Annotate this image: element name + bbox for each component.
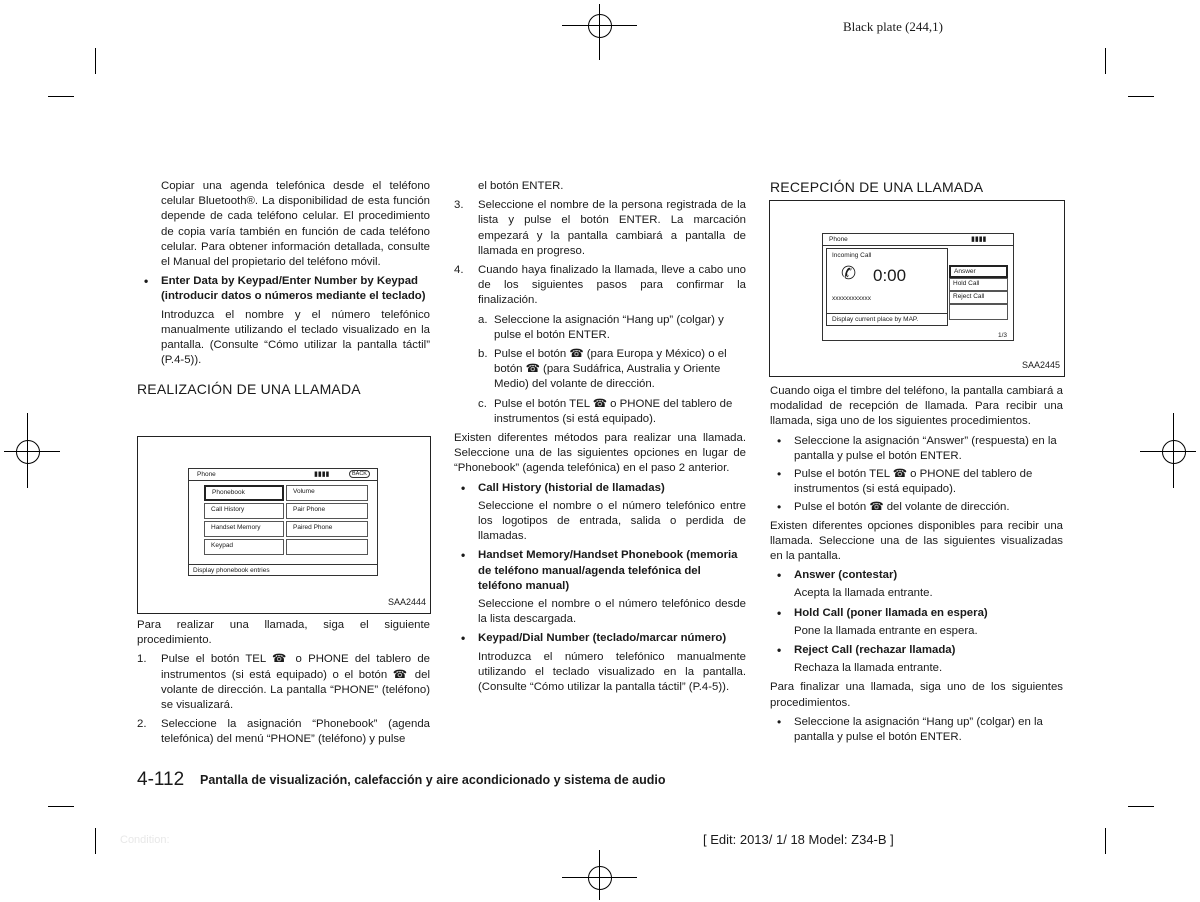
sub-step — [454, 313, 746, 343]
back-button[interactable]: BACK — [349, 470, 370, 478]
incoming-label: Incoming Call — [832, 252, 872, 259]
crop-mark — [48, 96, 74, 97]
section-heading: RECEPCIÓN DE UNA LLAMADA — [770, 179, 984, 195]
sub-step-letter: b. — [478, 348, 488, 361]
sub-step — [454, 397, 746, 427]
continued-text: el botón ENTER. — [478, 180, 564, 192]
screen-title-bar — [823, 234, 1013, 246]
footer-title: Pantalla de visualización, calefacción y aire acondicionado y sistema de audio — [200, 773, 666, 787]
incoming-call-screen — [822, 233, 1014, 341]
option-title: • Handset Memory/Handset Phonebook (memoria de teléfono manual/agenda telefónica del teléfono manual) — [454, 548, 746, 594]
option-text: Rechaza la llamada entrante. — [794, 662, 943, 675]
bullet-item: • Pulse el botón TEL ☎ o PHONE del tablero de instrumentos (si está equipado). — [770, 467, 1063, 497]
intro-paragraph: Para realizar una llamada, siga el siguiente procedimiento. — [137, 619, 430, 647]
condition-label: Condition: — [120, 834, 170, 846]
option-text: Introduzca el número telefónico manualmente utilizando el teclado visualizado en la pantalla. (Consulte “Cómo utilizar la pantalla táctil” (P.4-5)). — [478, 650, 746, 694]
option-text: Acepta la llamada entrante. — [794, 587, 933, 600]
registration-mark — [562, 877, 637, 878]
signal-icon: ▮▮▮▮ — [971, 236, 987, 243]
option-text: Pone la llamada entrante en espera. — [794, 624, 978, 637]
crop-mark — [95, 48, 96, 74]
registration-mark — [1140, 451, 1196, 452]
figure-code: SAA2444 — [387, 597, 426, 607]
page-indicator: 1/3 — [997, 332, 1007, 339]
step-item — [454, 198, 746, 259]
sub-step-letter: a. — [478, 313, 488, 326]
column-left — [137, 179, 430, 398]
step-number: 3. — [454, 199, 464, 212]
bullet-item: • Pulse el botón ☎ del volante de dirección. — [770, 500, 1063, 515]
menu-button[interactable]: Paired Phone — [286, 521, 368, 537]
page-number: 4-112 — [137, 769, 185, 790]
menu-button[interactable]: Volume — [286, 485, 368, 501]
phone-icon: ✆ — [841, 263, 857, 283]
registration-mark — [599, 4, 600, 60]
step-item — [137, 652, 430, 713]
paragraph: Cuando oiga el timbre del teléfono, la pantalla cambiará a modalidad de recepción de llamada. Para recibir una llamada, siga uno de los siguientes procedimientos. — [770, 385, 1063, 428]
step-text: Seleccione el nombre de la persona registrada de la lista y pulse el botón ENTER. La marcación empezará y la pantalla cambiará a pantalla de llamada en progreso. — [478, 199, 746, 257]
registration-mark — [1162, 440, 1186, 464]
registration-mark — [16, 440, 40, 464]
caller-number: xxxxxxxxxxxx — [832, 295, 871, 302]
sub-step-text: Seleccione la asignación “Hang up” (colgar) y pulse el botón ENTER. — [494, 313, 724, 341]
option-title: • Hold Call (poner llamada en espera) — [770, 606, 1063, 621]
option-text: Seleccione el nombre o el número telefónico desde la lista descargada. — [478, 598, 746, 626]
option-text: Seleccione el nombre o el número telefónico entre los logotipos de entrada, salida o perdida de llamadas. — [478, 499, 746, 543]
call-timer: 0:00 — [873, 266, 907, 285]
step-item — [454, 263, 746, 309]
crop-mark — [1128, 806, 1154, 807]
bullet-text: Introduzca el nombre y el número telefónico manualmente utilizando el teclado visualizado en la pantalla. (Consulte “Cómo utilizar la pantalla táctil” (P.4-5)). — [161, 308, 430, 367]
crop-mark — [1105, 828, 1106, 854]
bullet-item: • Seleccione la asignación “Answer” (respuesta) en la pantalla y pulse el botón ENTER. — [770, 434, 1063, 464]
registration-mark — [599, 850, 600, 900]
menu-button[interactable]: Keypad — [204, 539, 284, 555]
step-number: 1. — [137, 653, 147, 666]
paragraph: Existen diferentes métodos para realizar una llamada. Seleccione una de las siguientes opciones en lugar de “Phonebook” (agenda telefónica) en el paso 2 anterior. — [454, 432, 746, 475]
registration-mark — [4, 451, 60, 452]
section-heading: REALIZACIÓN DE UNA LLAMADA — [137, 381, 361, 398]
sub-step-letter: c. — [478, 397, 487, 410]
step-number: 4. — [454, 264, 464, 277]
phone-menu-screen — [188, 468, 378, 576]
registration-mark — [588, 866, 612, 890]
screen-title: Phone — [197, 471, 216, 478]
menu-button[interactable]: Phonebook — [204, 485, 284, 501]
option-title: • Reject Call (rechazar llamada) — [770, 643, 1063, 658]
figure-phone-menu — [137, 436, 431, 614]
step-text: Cuando haya finalizado la llamada, lleve a cabo uno de los siguientes pasos para confirmar la finalización. — [478, 264, 746, 307]
signal-icon: ▮▮▮▮ — [314, 471, 330, 478]
plate-label: Black plate (244,1) — [843, 19, 943, 34]
column-middle — [454, 179, 746, 699]
menu-button[interactable]: Pair Phone — [286, 503, 368, 519]
sub-step — [454, 347, 746, 393]
step-text: Pulse el botón TEL ☎ o PHONE del tablero de instrumentos (si está equipado) o el botón ☎ del volante de dirección. La pantalla “PHONE” (teléfono) se visualizará. — [161, 653, 430, 712]
edit-info: [ Edit: 2013/ 1/ 18 Model: Z34-B ] — [703, 832, 894, 847]
option-title: • Call History (historial de llamadas) — [454, 481, 746, 496]
sub-step-text: Pulse el botón TEL ☎ o PHONE del tablero de instrumentos (si está equipado). — [494, 397, 733, 425]
screen-status: Display current place by MAP. — [827, 313, 947, 325]
option-title: • Answer (contestar) — [770, 568, 1063, 583]
crop-mark — [48, 806, 74, 807]
registration-mark — [562, 25, 637, 26]
intro-paragraph: Copiar una agenda telefónica desde el teléfono celular Bluetooth®. La disponibilidad de esta función depende de cada teléfono celular. El procedimiento de copia varía también en función de cada teléfono celular. Para obtener información detallada, consulte el Manual del propietario del teléfono móvil. — [161, 180, 430, 269]
option-title: • Keypad/Dial Number (teclado/marcar número) — [454, 631, 746, 646]
menu-button[interactable]: Handset Memory — [204, 521, 284, 537]
hold-call-button[interactable]: Hold Call — [949, 278, 1008, 291]
step-item — [137, 717, 430, 747]
screen-title: Phone — [829, 236, 848, 243]
empty-option — [949, 304, 1008, 320]
column-left-lower — [137, 618, 430, 752]
paragraph: Existen diferentes opciones disponibles para recibir una llamada. Seleccione una de las siguientes visualizadas en la pantalla. — [770, 519, 1063, 563]
crop-mark — [95, 828, 96, 854]
bullet-title: • Enter Data by Keypad/Enter Number by Keypad (introducir datos o números mediante el teclado) — [137, 274, 430, 304]
crop-mark — [1105, 48, 1106, 74]
call-panel — [826, 248, 948, 326]
menu-button — [286, 539, 368, 555]
menu-button[interactable]: Call History — [204, 503, 284, 519]
answer-button[interactable]: Answer — [949, 265, 1008, 278]
registration-mark — [588, 14, 612, 38]
step-number: 2. — [137, 718, 147, 731]
crop-mark — [1128, 96, 1154, 97]
figure-code: SAA2445 — [1021, 360, 1060, 370]
figure-incoming-call — [769, 200, 1065, 377]
column-right — [770, 384, 1063, 748]
screen-status: Display phonebook entries — [189, 564, 377, 575]
step-text: Seleccione la asignación “Phonebook” (agenda telefónica) del menú “PHONE” (teléfono) y pulse — [161, 718, 430, 746]
reject-call-button[interactable]: Reject Call — [949, 291, 1008, 304]
paragraph: Para finalizar una llamada, siga uno de los siguientes procedimientos. — [770, 681, 1063, 709]
bullet-item: • Seleccione la asignación “Hang up” (colgar) en la pantalla y pulse el botón ENTER. — [770, 715, 1063, 745]
sub-step-text: Pulse el botón ☎ (para Europa y México) o el botón ☎ (para Sudáfrica, Australia y Oriente Medio) del volante de dirección. — [494, 348, 727, 391]
screen-title-bar — [189, 469, 377, 481]
